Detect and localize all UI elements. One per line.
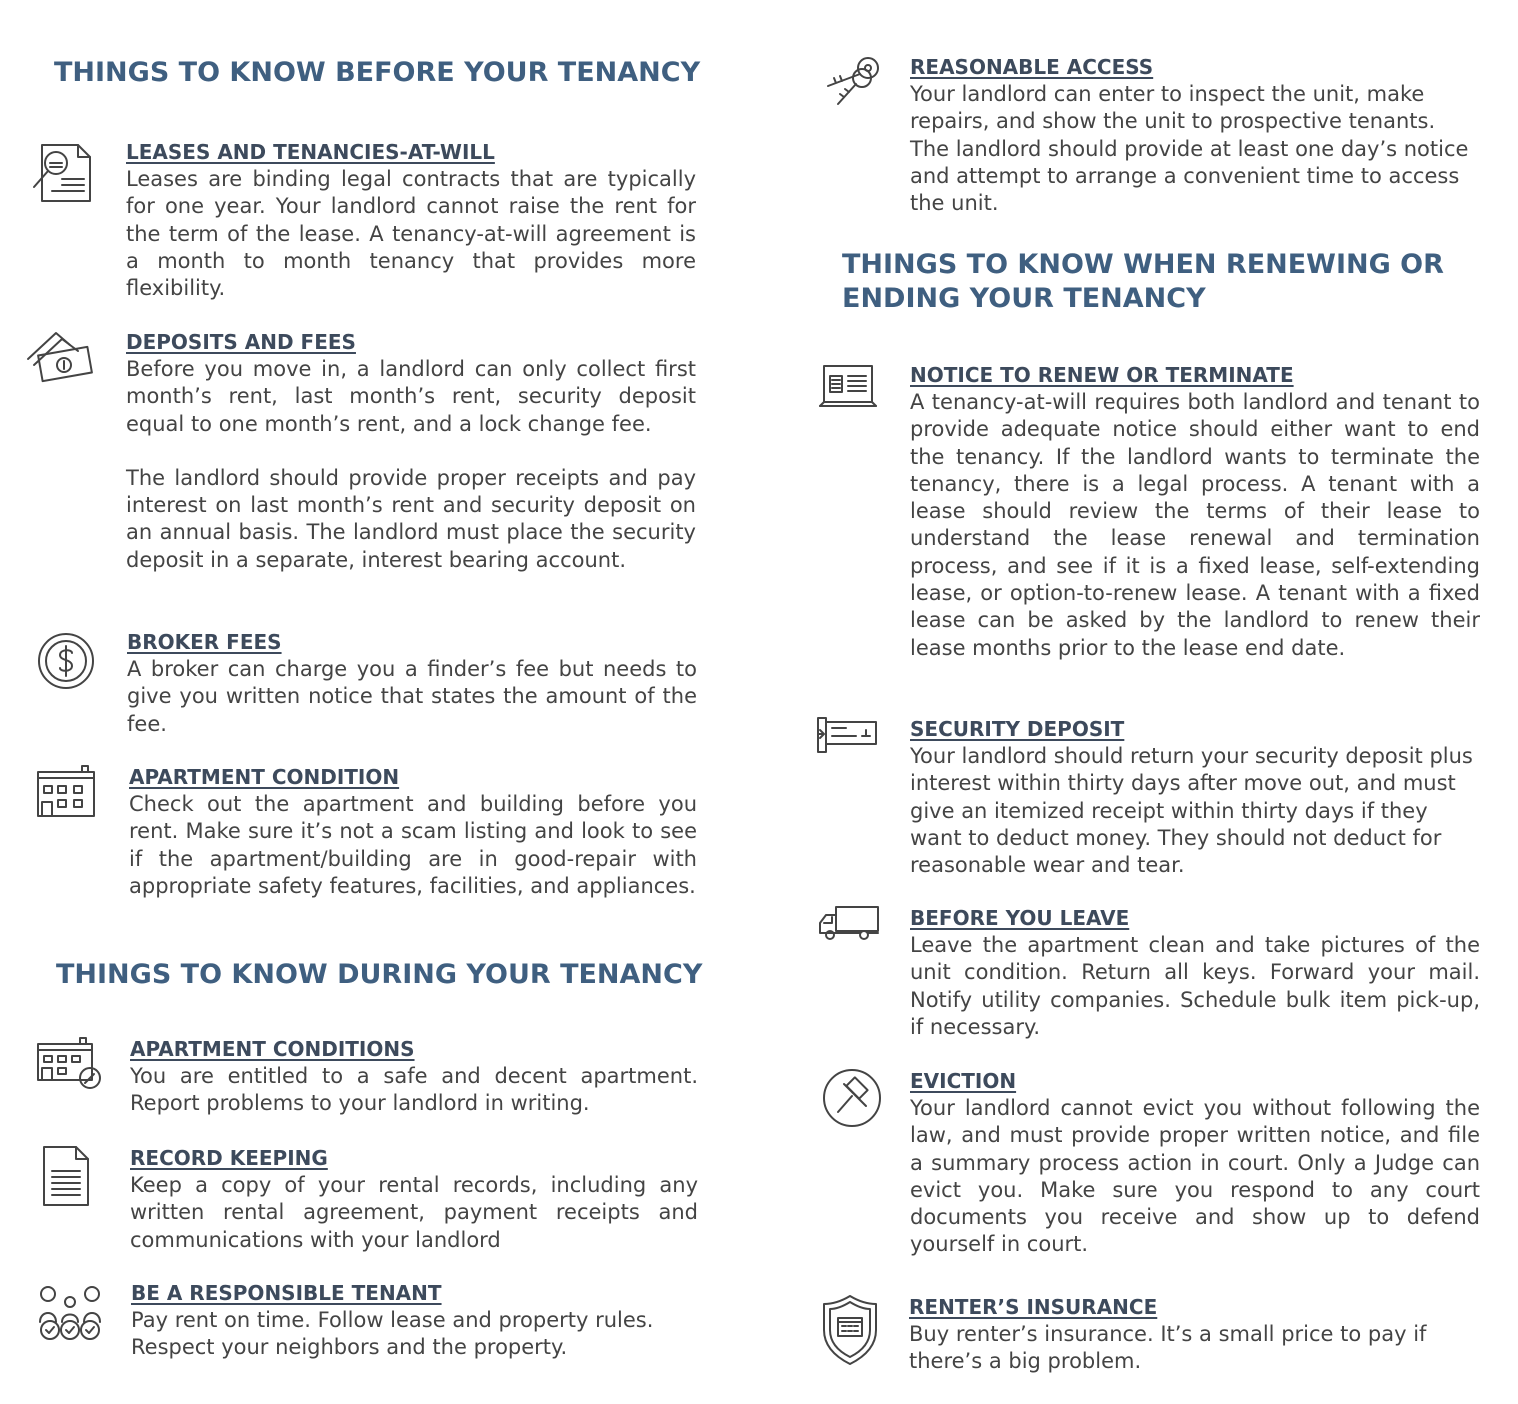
paragraph: Your landlord should return your security deposit plus interest within thirty days after move out, and must give an itemized receipt within thirty days if they want to deduct money. They should not deduct for reasonable wear and tear.: [910, 744, 1473, 878]
paragraph: Check out the apartment and building before you rent. Make sure it’s not a scam listing and look to see if the apartment/building are in good-repair with appropriate safety features, facilities, and appliances.: [129, 792, 697, 898]
building-icon: [36, 764, 96, 818]
heading-notice: NOTICE TO RENEW OR TERMINATE: [910, 363, 1294, 387]
document-magnifier-icon: [28, 139, 94, 205]
paragraph: The landlord should provide proper receipts and pay interest on last month’s rent and security deposit on an annual basis. The landlord must place the security deposit in a separate, interest bearing account.: [126, 465, 696, 572]
heading-security-deposit: SECURITY DEPOSIT: [910, 717, 1125, 741]
heading-broker-fees: BROKER FEES: [127, 630, 282, 654]
keys-icon: [822, 54, 882, 108]
paragraph: A tenancy-at-will requires both landlord and tenant to provide adequate notice should either want to end the tenancy. If the landlord wants to terminate the tenancy, there is a legal process. A tenant with a lease should review the terms of their lease to understand the lease renewal and termination process, and see if it is a fixed lease, self-extending lease, or option-to-renew lease. A tenant with a fixed lease can be asked by the landlord to renew their lease months prior to the lease end date.: [910, 390, 1480, 660]
people-check-icon: [38, 1280, 102, 1346]
laptop-notice-icon: [818, 362, 878, 412]
paragraph: You are entitled to a safe and decent apartment. Report problems to your landlord in writing.: [130, 1064, 698, 1116]
paragraph: Keep a copy of your rental records, including any written rental agreement, payment receipts and communications with your landlord: [130, 1173, 698, 1252]
heading-reasonable-access: REASONABLE ACCESS: [910, 55, 1154, 79]
check-payment-icon: [816, 716, 878, 756]
heading-leases: LEASES AND TENANCIES-AT-WILL: [126, 140, 495, 164]
heading-apartment-conditions: APARTMENT CONDITIONS: [130, 1037, 415, 1061]
shield-home-icon: [822, 1294, 878, 1366]
paragraph: Before you move in, a landlord can only collect first month’s rent, last month’s rent, security deposit equal to one month’s rent, and a lock change fee.: [126, 357, 696, 436]
paragraph: Buy renter’s insurance. It’s a small price to pay if there’s a big problem.: [909, 1322, 1427, 1374]
paragraph: Your landlord cannot evict you without following the law, and must provide proper written notice, and file a summary process action in court. Only a Judge can evict you. Make sure you respond to any court documents you receive and show up to defend yourself in court.: [910, 1096, 1480, 1257]
heading-responsible-tenant: BE A RESPONSIBLE TENANT: [131, 1281, 442, 1305]
section-title-line: THINGS TO KNOW WHEN RENEWING OR: [842, 249, 1444, 280]
section-title-line: ENDING YOUR TENANCY: [842, 283, 1206, 314]
heading-eviction: EVICTION: [910, 1069, 1017, 1093]
paragraph: Your landlord can enter to inspect the unit, make repairs, and show the unit to prospective tenants. The landlord should provide at least one day’s notice and attempt to arrange a convenient time to access the unit.: [910, 82, 1469, 216]
document-icon: [42, 1145, 90, 1207]
heading-deposits: DEPOSITS AND FEES: [126, 330, 356, 354]
paragraph: Pay rent on time. Follow lease and property rules. Respect your neighbors and the property.: [131, 1308, 654, 1360]
money-icon: [26, 329, 94, 385]
heading-renters-insurance: RENTER’S INSURANCE: [909, 1295, 1158, 1319]
heading-record-keeping: RECORD KEEPING: [130, 1146, 328, 1170]
heading-apartment-condition: APARTMENT CONDITION: [129, 765, 400, 789]
gavel-icon: [822, 1068, 882, 1128]
heading-before-you-leave: BEFORE YOU LEAVE: [910, 906, 1130, 930]
section-title-renewing: [842, 248, 1444, 316]
building-repair-icon: [36, 1036, 102, 1094]
section-title-during: THINGS TO KNOW DURING YOUR TENANCY: [56, 959, 703, 990]
section-title-before: THINGS TO KNOW BEFORE YOUR TENANCY: [54, 57, 701, 88]
dollar-coin-icon: [36, 629, 96, 689]
paragraph: Leases are binding legal contracts that are typically for one year. Your landlord cannot raise the rent for the term of the lease. A tenancy-at-will agreement is a month to month tenancy that provides more flexibility.: [126, 167, 696, 301]
moving-truck-icon: [818, 905, 880, 941]
paragraph: Leave the apartment clean and take pictures of the unit condition. Return all keys. Forward your mail. Notify utility companies. Schedule bulk item pick-up, if necessary.: [910, 933, 1480, 1039]
paragraph: A broker can charge you a finder’s fee but needs to give you written notice that states the amount of the fee.: [127, 657, 697, 736]
